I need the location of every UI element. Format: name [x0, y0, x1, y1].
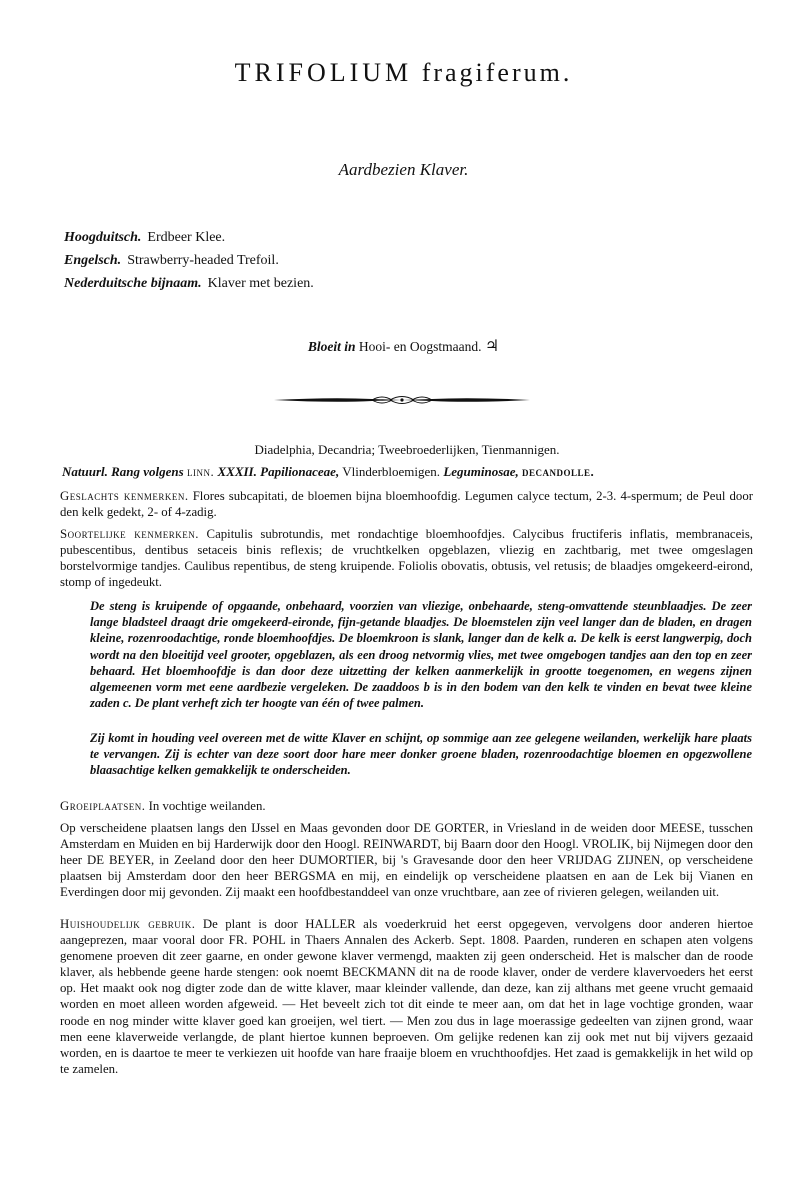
- natural-rank: Natuurl. Rang volgens linn. XXXII. Papilionaceae, Vlinderbloemigen. Leguminosae, decandolle.: [62, 464, 595, 479]
- name-german: Hoogduitsch. Erdbeer Klee.: [64, 230, 226, 245]
- linnaean-classification: Diadelphia, Decandria; Tweebroederlijken, Tienmannigen.: [254, 442, 560, 457]
- title-species: fragiferum.: [421, 58, 573, 87]
- page-title: [0, 58, 807, 88]
- habitat: Groeiplaatsen. In vochtige weilanden.: [60, 799, 266, 813]
- perennial-symbol-icon: ♃: [484, 338, 500, 355]
- description-paragraph-1: De steng is kruipende of opgaande, onbehaard, voorzien van vliezige, onbehaarde, steng-omvattende steunblaadjes. De zeer lange bladsteel draagt drie omgekeerd-eironde, fijn-getande blaadjes. De bloemstelen zijn veel langer dan de bladen, en dragen kleine, rozenroodachtige, ronde bloemhoofdjes. De bloemkroon is slank, langer dan de kelk a. De kelk is eerst langwerpig, doch wordt na den bloeitijd veel grooter, opgeblazen, als een droog netvormig vlies, met twee omgebogen tandjes aan den top en zeer behaard. Het bloemhoofdje is dan door deze uitzetting der kelken aanmerkelijk in grootte toegenomen, en wegens zijnen algemeenen vorm met eene aardbezie vergeleken. De zaaddoos b is in den bodem van den kelk te vinden en bevat twee kleine zaden c. De plant verheft zich ter hoogte van één of twee palmen.: [90, 599, 752, 711]
- genus-characters: Geslachts kenmerken. Flores subcapitati, de bloemen bijna bloemhoofdig. Legumen calyce tectum, 2-3. 4-spermum; de Peul door den kelk gedekt, 2- of 4-zadig.: [60, 489, 753, 520]
- ornamental-divider: [272, 385, 532, 415]
- flowering-time: Bloeit in Hooi- en Oogstmaand. ♃: [307, 338, 500, 355]
- dutch-name-subtitle: Aardbezien Klaver.: [338, 160, 469, 179]
- economic-use: Huishoudelijk gebruik. De plant is door HALLER als voederkruid het eerst opgegeven, vervolgens door anderen hiertoe aangeprezen, maar vooral door FR. POHL in Thaers Annalen des Ackerb. Sept. 1808. Paarden, runderen en schapen aten volgens genomene proeven dit zeer gaarne, en onder gewone klaver vermengd, maakten zij geen onderscheid. Het is malscher dan de roode klaver, als hebbende geene harde stengen: ook noemt BECKMANN dit na de roode klaver, onder de verdere klavervoeders het eerst op. Het maakt ook nog digter zode dan de witte klaver, maar kleinder vallende, dan deze, kan zij althans met geene vrucht gemaaid worden en moet alleen worden afgeweid. — Het beveelt zich tot dit einde te meer aan, om dat het in lage vochtige gronden, waar roode en nog minder witte klaver goed kan groeijen, wel tiert. — Men zou dus in lage moerassige gedeelten van zijnen grond, waar men eene klaverweide verlangde, de plant hiertoe kunnen beproeven. Om gelijke redenen kan zij ook met nut bij vijvers gezaaid worden, en is daartoe te meer te verkiezen uit hoofde van hare fraaije bloem en vruchthoofdjes. Het zaad is gemakkelijk in het wild op te zamelen.: [60, 917, 753, 1076]
- name-dutch-nickname: Nederduitsche bijnaam. Klaver met bezien.: [64, 276, 314, 291]
- species-characters: Soortelijke kenmerken. Capitulis subrotundis, met rondachtige bloemhoofdjes. Calycibus fructiferis inflatis, membranaceis, pubescentibus, dentibus setaceis binis reflexis; de vruchtkelken opgeblazen, vliezig en zachtbarig, met twee omgeslagen borstelvormige tandjes. Caulibus repentibus, de steng kruipende. Foliolis obovatis, obtusis, vel retusis; de blaadjes omgekeerd-eirond, stomp of ingedeukt.: [60, 527, 753, 590]
- localities: Op verscheidene plaatsen langs den IJssel en Maas gevonden door DE GORTER, in Vriesland in de weiden door MEESE, tusschen Amsterdam en Muiden en bij Harderwijk door den Hoogl. REINWARDT, bij Baarn door den Hoogl. VROLIK, bij Nijmegen door den heer DE BEYER, in Zeeland door den heer DUMORTIER, bij 's Gravesande door den heer VRIJDAG ZIJNEN, op verscheidene plaatsen bij Amsterdam door den heer BERGSMA en mij, en eindelijk op verscheidene plaatsen en aan de Lek bij Vianen en Everdingen door mij gevonden. Zij maakt een hoofdbestanddeel van onze vruchtbare, aan zee of rivieren gelegen, weilanden uit.: [60, 821, 753, 900]
- description-paragraph-2: Zij komt in houding veel overeen met de witte Klaver en schijnt, op sommige aan zee gelegene weilanden, werkelijk hare plaats te vervangen. Zij is echter van deze soort door hare meer donker groene bladen, rozenroodachtige bloemen en opgezwollene blaasachtige kelken gemakkelijk te onderscheiden.: [90, 731, 752, 778]
- title-genus: TRIFOLIUM: [234, 58, 413, 87]
- name-english: Engelsch. Strawberry-headed Trefoil.: [64, 253, 279, 268]
- vernacular-names: [64, 226, 564, 295]
